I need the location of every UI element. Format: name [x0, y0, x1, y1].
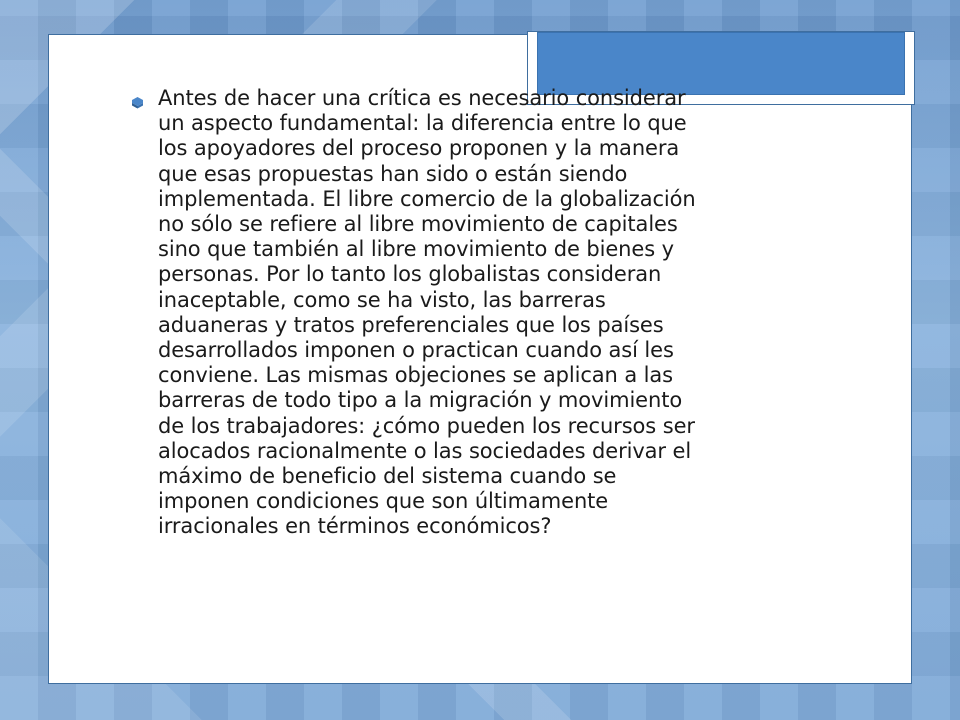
paragraph-line: conviene. Las mismas objeciones se aplican a las	[158, 363, 674, 388]
paragraph-line: aduaneras y tratos preferenciales que los países	[158, 312, 664, 337]
slide-frame	[48, 34, 912, 684]
bullet-item	[131, 86, 841, 540]
paragraph-line: máximo de beneficio del sistema cuando se	[158, 464, 617, 489]
paragraph-line: inaceptable, como se ha visto, las barreras	[158, 287, 606, 312]
paragraph-line: un aspecto fundamental: la diferencia entre lo que	[158, 111, 687, 136]
paragraph-line: irracionales en términos económicos?	[158, 514, 552, 539]
paragraph-line: implementada. El libre comercio de la globalización	[158, 186, 696, 211]
paragraph-line: Antes de hacer una crítica es necesario considerar	[158, 86, 686, 110]
paragraph-line: que esas propuestas han sido o están siendo	[158, 161, 628, 186]
paragraph-line: alocados racionalmente o las sociedades derivar el	[158, 438, 692, 463]
paragraph-line: imponen condiciones que son últimamente	[158, 489, 609, 514]
ribbon-bullet-icon	[131, 96, 144, 109]
paragraph-line: los apoyadores del proceso proponen y la manera	[158, 136, 680, 161]
paragraph-line: no sólo se refiere al libre movimiento de capitales	[158, 212, 678, 237]
paragraph-line: barreras de todo tipo a la migración y movimiento	[158, 388, 683, 413]
paragraph-line: de los trabajadores: ¿cómo pueden los recursos ser	[158, 413, 695, 438]
paragraph-line: personas. Por lo tanto los globalistas consideran	[158, 262, 662, 287]
paragraph-line: desarrollados imponen o practican cuando así les	[158, 338, 674, 363]
bullet-paragraph	[158, 86, 841, 540]
paragraph-line: sino que también al libre movimiento de bienes y	[158, 237, 674, 262]
